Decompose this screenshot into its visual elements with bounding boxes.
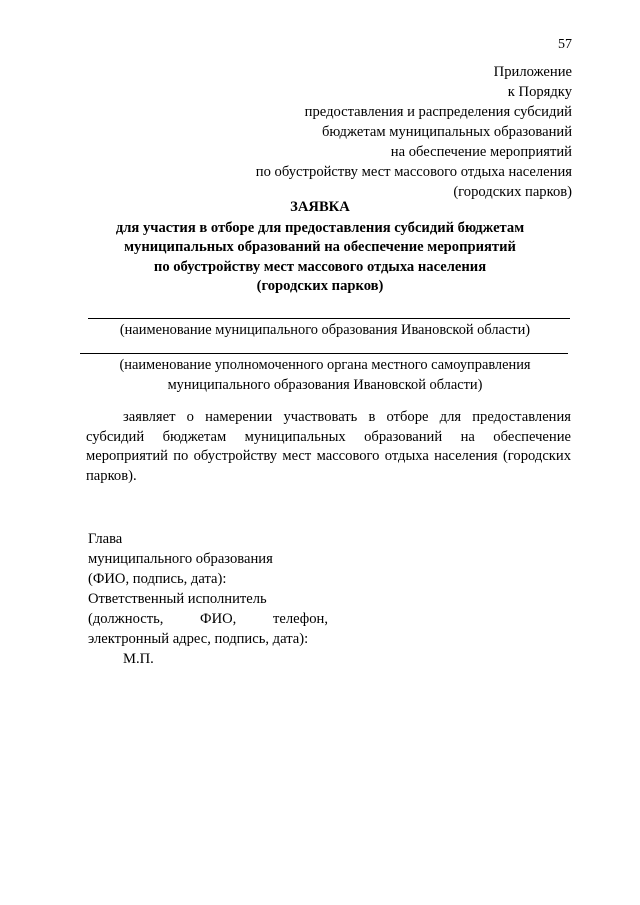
signature-line: (ФИО, подпись, дата): xyxy=(88,571,227,587)
page-number: 57 xyxy=(558,37,572,52)
authority-name-line xyxy=(80,353,568,354)
document-title xyxy=(60,198,580,297)
appendix-line: по обустройству мест массового отдыха населения xyxy=(255,164,572,180)
appendix-header xyxy=(172,62,572,202)
title-line: по обустройству мест массового отдыха населения xyxy=(153,258,487,275)
appendix-line: Приложение xyxy=(493,64,572,80)
title-heading: ЗАЯВКА xyxy=(290,199,350,215)
executor-line: (должность, ФИО, телефон, xyxy=(88,611,328,627)
title-line: для участия в отборе для предоставления субсидий бюджетам xyxy=(115,219,525,236)
appendix-line: предоставления и распределения субсидий xyxy=(304,104,572,120)
municipality-name-caption: (наименование муниципального образования Ивановской области) xyxy=(119,322,531,338)
municipality-name-line xyxy=(88,318,570,319)
title-line: (городских парков) xyxy=(256,278,384,294)
caption-line: (наименование уполномоченного органа местного самоуправления xyxy=(119,357,531,373)
stamp-label: М.П. xyxy=(123,651,154,667)
executor-line: Ответственный исполнитель xyxy=(88,591,267,607)
title-line: муниципальных образований на обеспечение мероприятий xyxy=(124,239,516,255)
authority-name-caption xyxy=(60,355,590,395)
statement-paragraph: заявляет о намерении участвовать в отборе для предоставления субсидий бюджетам муниципальных образований на обеспечение мероприятий по обустройству мест массового отдыха населения (городских парков). xyxy=(86,409,571,484)
signature-line: муниципального образования xyxy=(88,551,273,567)
executor-line: электронный адрес, подпись, дата): xyxy=(88,631,309,647)
signature-block xyxy=(88,529,328,649)
appendix-line: (городских парков) xyxy=(453,184,572,200)
signature-line: Глава xyxy=(88,531,123,547)
caption-line: муниципального образования Ивановской области) xyxy=(167,377,483,393)
appendix-line: к Порядку xyxy=(507,84,572,100)
appendix-line: бюджетам муниципальных образований xyxy=(321,124,572,140)
appendix-line: на обеспечение мероприятий xyxy=(390,144,572,160)
